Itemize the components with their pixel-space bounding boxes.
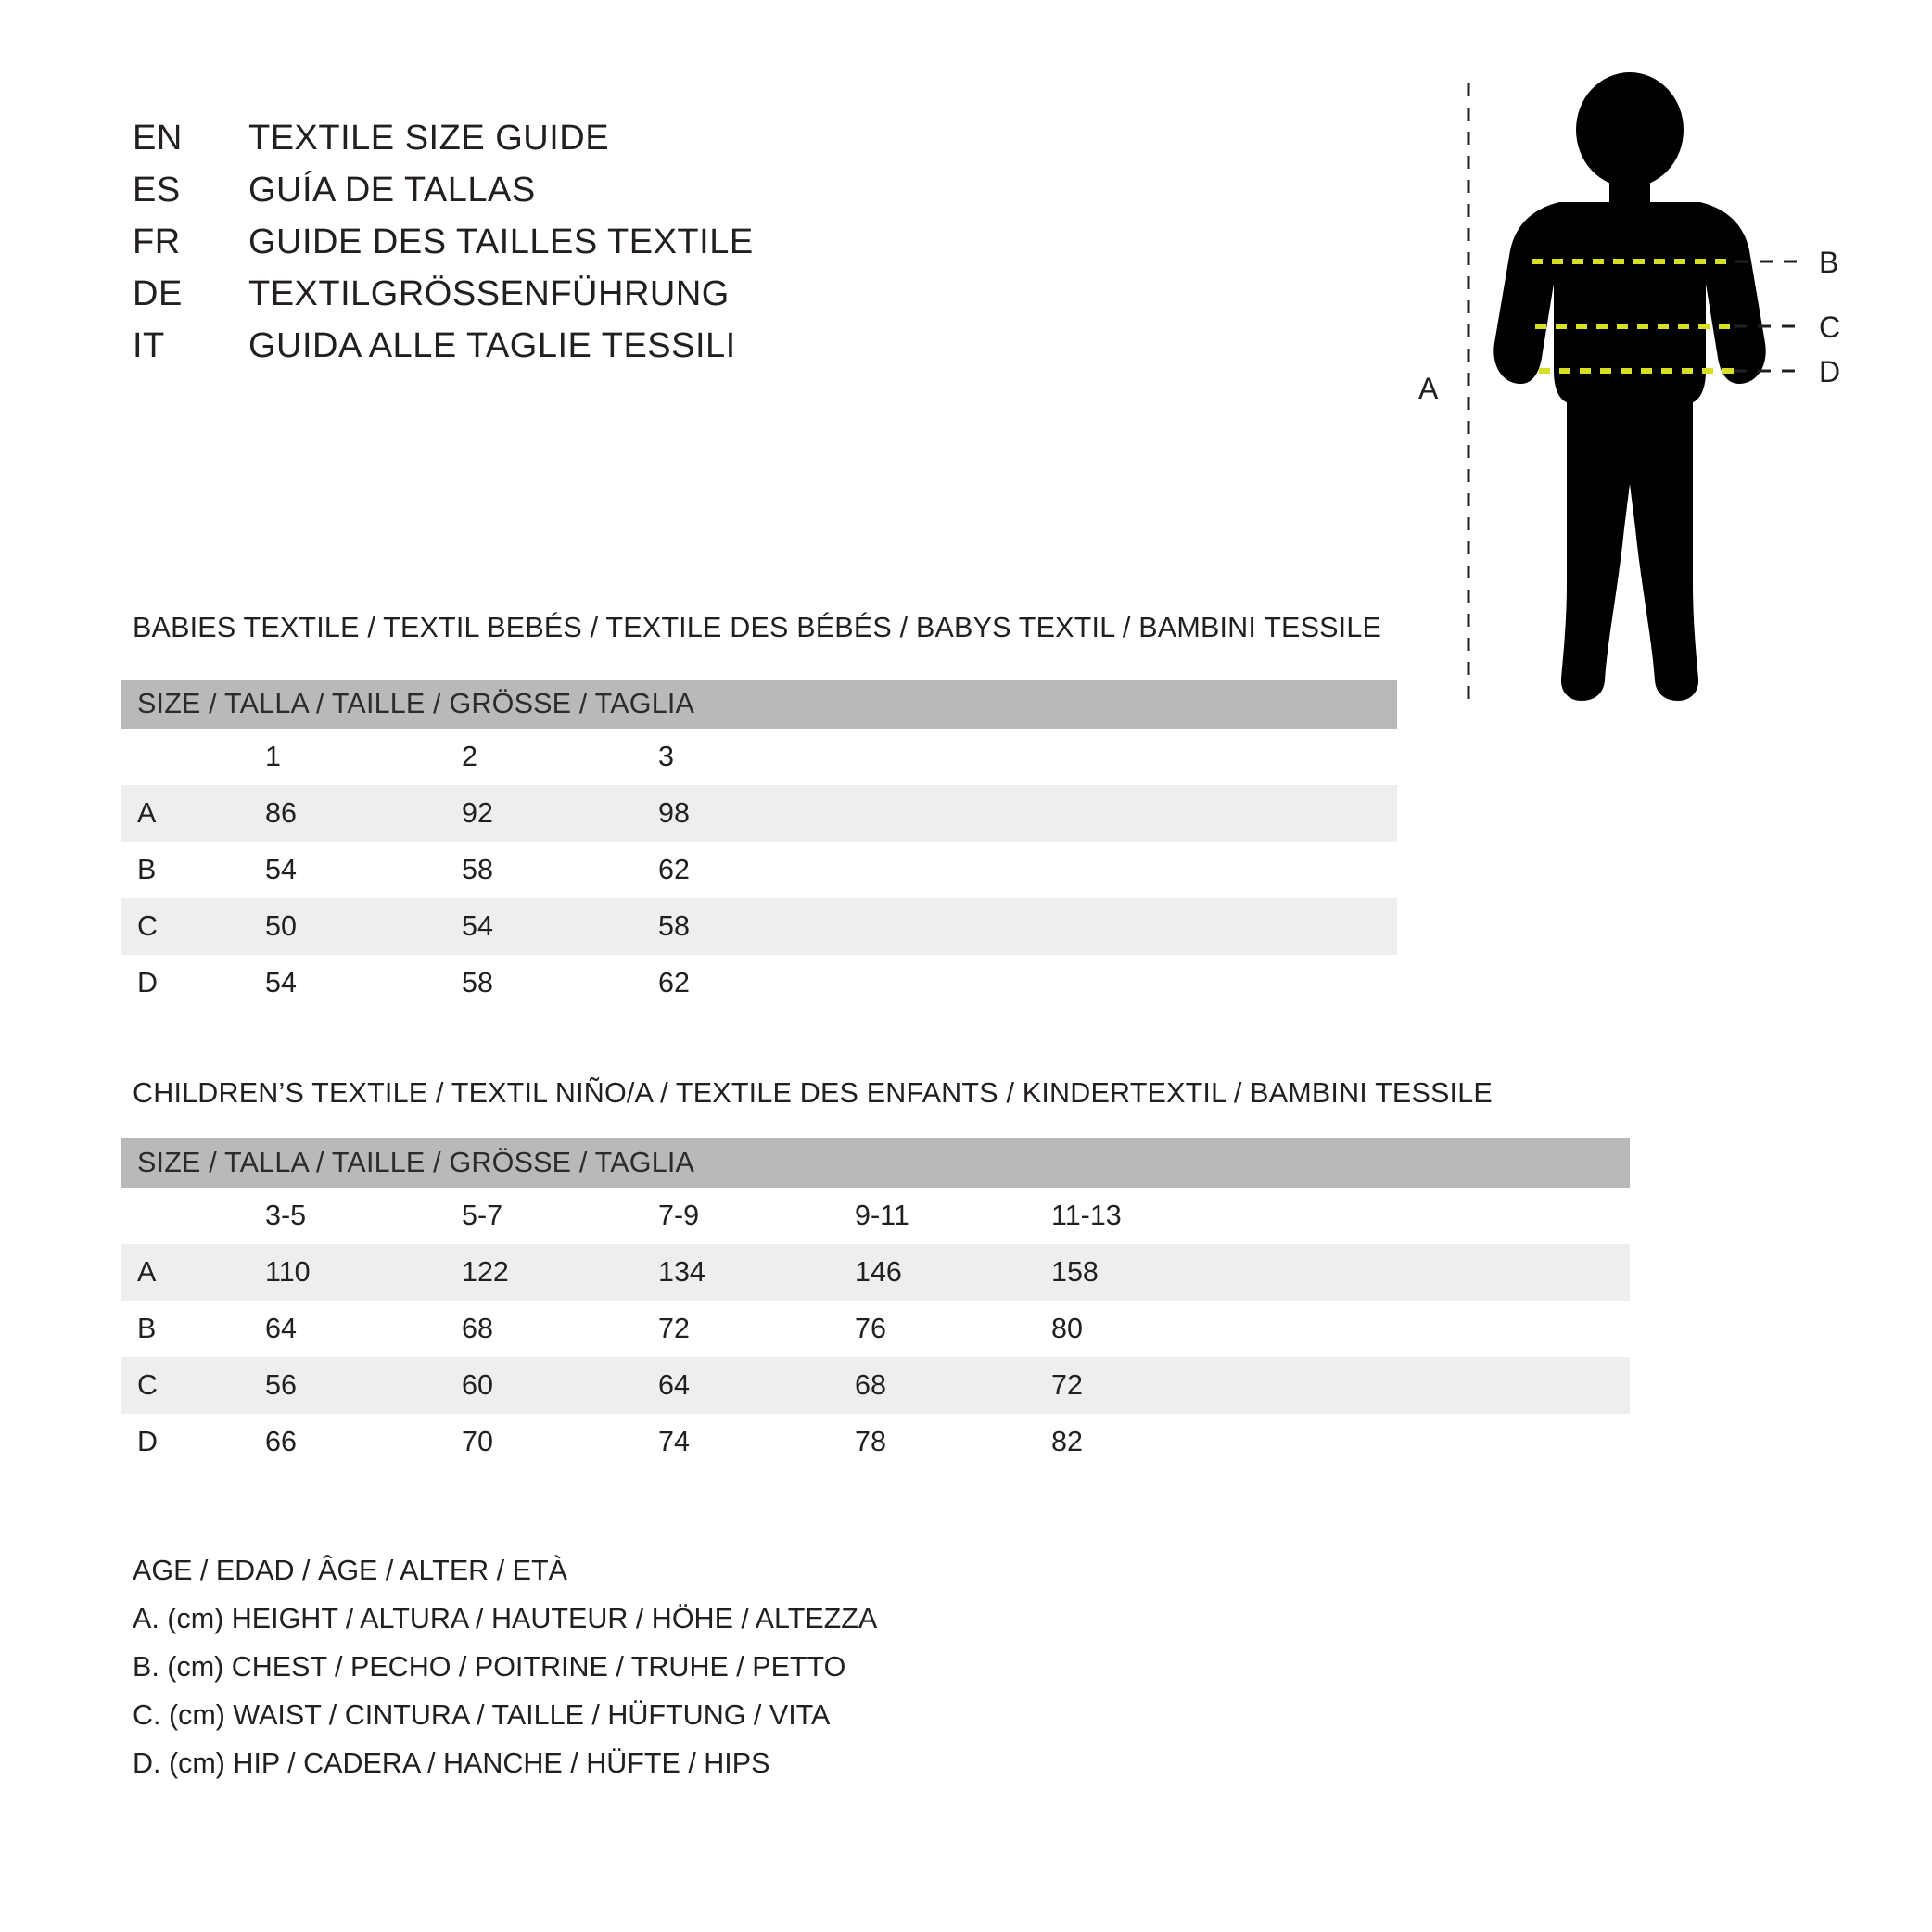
babies-size-row-spacer xyxy=(831,729,1397,785)
children-row-b-v2 xyxy=(438,1301,634,1357)
children-size-1 xyxy=(241,1188,438,1244)
legend-waist: C. (cm) WAIST / CINTURA / TAILLE / HÜFTUNG / VITA xyxy=(133,1699,831,1731)
children-row-c-v5 xyxy=(1027,1357,1224,1414)
children-row-c-v2-text: 60 xyxy=(462,1369,493,1401)
children-row-d-v2 xyxy=(438,1414,634,1470)
babies-row-b-v1-text: 54 xyxy=(265,854,297,885)
language-row-en xyxy=(133,119,967,171)
children-row-b-v4-text: 76 xyxy=(855,1313,886,1344)
language-title-it: GUIDA ALLE TAGLIE TESSILI xyxy=(248,326,736,365)
children-row-c-v3 xyxy=(634,1357,831,1414)
children-row-a-v2 xyxy=(438,1244,634,1301)
children-table-header: SIZE / TALLA / TAILLE / GRÖSSE / TAGLIA xyxy=(121,1138,1630,1188)
language-title-es: GUÍA DE TALLAS xyxy=(248,171,536,210)
children-row-a-spacer xyxy=(1224,1244,1630,1301)
children-row-b-v1-text: 64 xyxy=(265,1313,297,1344)
children-size-3 xyxy=(634,1188,831,1244)
babies-size-1-text: 1 xyxy=(265,741,281,772)
language-row-de xyxy=(133,274,967,326)
babies-row-d-label: D xyxy=(137,967,159,998)
children-size-5 xyxy=(1027,1188,1224,1244)
babies-size-2 xyxy=(438,729,634,785)
language-row-es xyxy=(133,171,967,222)
babies-row-b-v2-text: 58 xyxy=(462,854,493,885)
children-row-a-v3-text: 134 xyxy=(658,1256,705,1288)
language-code-es: ES xyxy=(133,171,181,210)
babies-row-c-v3 xyxy=(634,898,831,955)
babies-row-c-v2 xyxy=(438,898,634,955)
legend-hip: D. (cm) HIP / CADERA / HANCHE / HÜFTE / HIPS xyxy=(133,1748,770,1779)
children-row-a-v3 xyxy=(634,1244,831,1301)
table-row xyxy=(121,955,1397,1011)
language-row-fr xyxy=(133,222,967,274)
children-size-row-spacer xyxy=(1224,1188,1630,1244)
babies-size-3-text: 3 xyxy=(658,741,674,772)
babies-row-c-v1 xyxy=(241,898,438,955)
children-table-header-row xyxy=(121,1138,1630,1188)
children-row-d-v1-text: 66 xyxy=(265,1426,297,1457)
table-row xyxy=(121,1244,1630,1301)
babies-table-header: SIZE / TALLA / TAILLE / GRÖSSE / TAGLIA xyxy=(121,680,1397,729)
children-row-c-v2 xyxy=(438,1357,634,1414)
babies-section-caption: BABIES TEXTILE / TEXTIL BEBÉS / TEXTILE DES BÉBÉS / BABYS TEXTIL / BAMBINI TESSILE xyxy=(133,612,1382,643)
babies-row-a-label: A xyxy=(121,785,241,842)
babies-row-c-label: C xyxy=(121,898,241,955)
children-row-d-v2-text: 70 xyxy=(462,1426,493,1457)
children-row-c-spacer xyxy=(1224,1357,1630,1414)
babies-row-c-v3-text: 58 xyxy=(658,910,690,942)
child-silhouette xyxy=(1493,72,1765,701)
children-row-a-v4-text: 146 xyxy=(855,1256,902,1288)
children-row-c-v1 xyxy=(241,1357,438,1414)
children-row-c-v1-text: 56 xyxy=(265,1369,297,1401)
children-row-a-v5-text: 158 xyxy=(1051,1256,1099,1288)
language-title-en: TEXTILE SIZE GUIDE xyxy=(248,119,610,158)
babies-row-a-v3-text: 98 xyxy=(658,797,690,829)
children-row-d-v4 xyxy=(831,1414,1027,1470)
table-row xyxy=(121,785,1397,842)
babies-size-2-text: 2 xyxy=(462,741,477,772)
children-size-5-text: 11-13 xyxy=(1051,1200,1122,1231)
babies-row-a-v2 xyxy=(438,785,634,842)
children-row-b-v3-text: 72 xyxy=(658,1313,690,1344)
children-row-d-v3 xyxy=(634,1414,831,1470)
legend-age: AGE / EDAD / ÂGE / ALTER / ETÀ xyxy=(133,1555,567,1586)
babies-row-a-v3 xyxy=(634,785,831,842)
language-code-de: DE xyxy=(133,274,183,313)
babies-row-c-spacer xyxy=(831,898,1397,955)
children-row-d-label: D xyxy=(137,1426,159,1457)
children-row-a-v4 xyxy=(831,1244,1027,1301)
measurement-legend xyxy=(133,1546,877,1787)
children-size-row xyxy=(121,1188,1630,1244)
children-size-2-text: 5-7 xyxy=(462,1200,503,1231)
children-row-d-v1 xyxy=(241,1414,438,1470)
children-row-b-v5 xyxy=(1027,1301,1224,1357)
babies-row-c-v2-text: 54 xyxy=(462,910,493,942)
children-row-d-spacer xyxy=(1224,1414,1630,1470)
language-row-it xyxy=(133,326,967,378)
children-row-a-v1-text: 110 xyxy=(265,1256,311,1288)
language-code-it: IT xyxy=(133,326,165,365)
babies-row-c-v1-text: 50 xyxy=(265,910,297,942)
children-row-c-label: C xyxy=(121,1357,241,1414)
children-size-4 xyxy=(831,1188,1027,1244)
children-size-2 xyxy=(438,1188,634,1244)
children-row-b-v3 xyxy=(634,1301,831,1357)
table-row xyxy=(121,1301,1630,1357)
language-code-fr: FR xyxy=(133,222,181,261)
children-row-c-v5-text: 72 xyxy=(1051,1369,1083,1401)
babies-size-table xyxy=(121,680,1397,1011)
language-code-en: EN xyxy=(133,119,183,158)
babies-row-a-v1 xyxy=(241,785,438,842)
babies-row-a-v1-text: 86 xyxy=(265,797,297,829)
children-row-a-v5 xyxy=(1027,1244,1224,1301)
babies-table-header-row xyxy=(121,680,1397,729)
children-row-b-label: B xyxy=(137,1313,157,1344)
children-size-4-text: 9-11 xyxy=(855,1200,909,1231)
figure-label-a: A xyxy=(1418,372,1439,405)
children-row-d-v5 xyxy=(1027,1414,1224,1470)
babies-size-3 xyxy=(634,729,831,785)
babies-row-b-spacer xyxy=(831,842,1397,898)
babies-row-d-spacer xyxy=(831,955,1397,1011)
children-row-d-v4-text: 78 xyxy=(855,1426,886,1457)
babies-row-a-spacer xyxy=(831,785,1397,842)
children-row-b-v1 xyxy=(241,1301,438,1357)
children-size-1-text: 3-5 xyxy=(265,1200,307,1231)
babies-row-b-label: B xyxy=(137,854,157,885)
children-row-c-v4 xyxy=(831,1357,1027,1414)
babies-row-d-v1-text: 54 xyxy=(265,967,297,998)
children-size-3-text: 7-9 xyxy=(658,1200,700,1231)
babies-size-row xyxy=(121,729,1397,785)
children-row-a-v1 xyxy=(241,1244,438,1301)
babies-row-d-v1 xyxy=(241,955,438,1011)
children-row-c-v3-text: 64 xyxy=(658,1369,690,1401)
children-row-b-spacer xyxy=(1224,1301,1630,1357)
children-row-c-v4-text: 68 xyxy=(855,1369,886,1401)
babies-row-a-v2-text: 92 xyxy=(462,797,493,829)
children-size-row-label xyxy=(121,1188,241,1244)
measurement-figure xyxy=(1391,65,1873,714)
table-row xyxy=(121,1414,1630,1470)
children-row-b-v2-text: 68 xyxy=(462,1313,493,1344)
babies-row-d-v2-text: 58 xyxy=(462,967,493,998)
babies-size-row-label xyxy=(121,729,241,785)
language-title-fr: GUIDE DES TAILLES TEXTILE xyxy=(248,222,754,261)
legend-chest: B. (cm) CHEST / PECHO / POITRINE / TRUHE / PETTO xyxy=(133,1651,846,1683)
babies-row-b-v3-text: 62 xyxy=(658,854,690,885)
children-row-d-v3-text: 74 xyxy=(658,1426,690,1457)
table-row xyxy=(121,898,1397,955)
babies-row-d-v3 xyxy=(634,955,831,1011)
children-size-table xyxy=(121,1138,1630,1470)
babies-row-d-v2 xyxy=(438,955,634,1011)
babies-size-1 xyxy=(241,729,438,785)
body-silhouette-diagram xyxy=(1391,65,1873,714)
children-row-a-label: A xyxy=(121,1244,241,1301)
table-row xyxy=(121,1357,1630,1414)
children-row-b-v5-text: 80 xyxy=(1051,1313,1083,1344)
babies-row-d-v3-text: 62 xyxy=(658,967,690,998)
figure-label-b: B xyxy=(1819,246,1839,279)
babies-row-b-v2 xyxy=(438,842,634,898)
children-row-a-v2-text: 122 xyxy=(462,1256,509,1288)
table-row xyxy=(121,842,1397,898)
language-title-block xyxy=(133,119,967,378)
figure-label-c: C xyxy=(1819,311,1841,344)
figure-label-d: D xyxy=(1819,355,1841,388)
children-row-b-v4 xyxy=(831,1301,1027,1357)
babies-row-b-v3 xyxy=(634,842,831,898)
children-section-caption: CHILDREN’S TEXTILE / TEXTIL NIÑO/A / TEXTILE DES ENFANTS / KINDERTEXTIL / BAMBINI TESSILE xyxy=(133,1077,1493,1109)
legend-height: A. (cm) HEIGHT / ALTURA / HAUTEUR / HÖHE / ALTEZZA xyxy=(133,1603,878,1634)
children-row-d-v5-text: 82 xyxy=(1051,1426,1083,1457)
language-title-de: TEXTILGRÖSSENFÜHRUNG xyxy=(248,274,730,313)
babies-row-b-v1 xyxy=(241,842,438,898)
